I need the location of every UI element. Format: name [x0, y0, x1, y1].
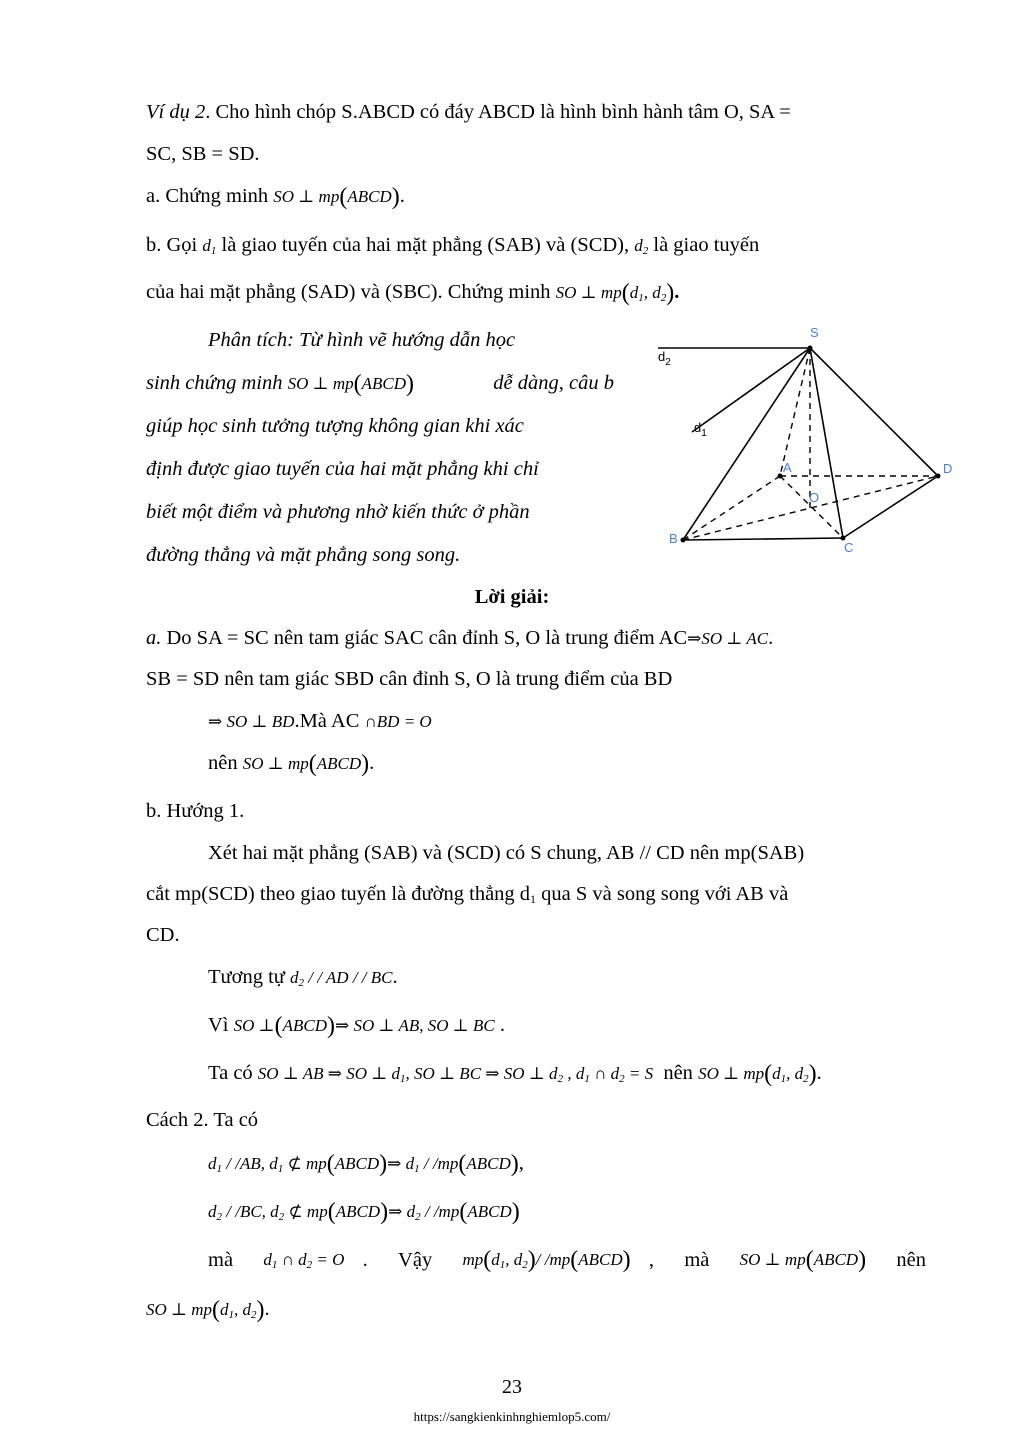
label-d1: d — [694, 420, 702, 435]
label-c: C — [844, 540, 854, 555]
solution-a-line-3: ⇒ SO ⊥ BD.Mà AC ∩BD = O — [208, 710, 432, 732]
b-paragraph-line-3: CD. — [146, 924, 180, 946]
edge-sb — [683, 348, 810, 540]
example-line-1: Ví dụ 2. Cho hình chóp S.ABCD có đáy ABCD là hình bình hành tâm O, SA = — [146, 101, 791, 123]
label-d: D — [943, 461, 953, 476]
b-paragraph-line-2: cắt mp(SCD) theo giao tuyến là đường thẳng $d_1$ qua S và song song với AB và — [146, 883, 789, 906]
page-number: 23 — [502, 1376, 522, 1398]
label-a: A — [783, 460, 792, 475]
part-b-line-2: của hai mặt phẳng (SAD) và (SBC). Chứng minh SO ⊥ $mp(d_1$, $d_2$). — [146, 280, 680, 306]
solution-b-heading: b. Hướng 1. — [146, 800, 245, 822]
example-label: Ví dụ 2 — [146, 101, 206, 123]
method-2-line-2: $d_2 / /BC$, $d_2$ ⊄ mp(ABCD)⇒ $d_2$ / /mp(ABCD) — [208, 1199, 520, 1225]
math-so-perp-abcd: SO ⊥ mp(ABCD) — [273, 184, 400, 210]
method-2-line-4: SO ⊥ $mp(d_1$, $d_2$). — [146, 1297, 270, 1323]
pyramid-figure — [648, 318, 970, 558]
label-o: O — [809, 490, 820, 505]
edge-cd — [843, 476, 938, 538]
line-d1 — [692, 348, 810, 432]
method-2-heading: Cách 2. Ta có — [146, 1109, 259, 1131]
example-line-2: SC, SB = SD. — [146, 143, 260, 165]
svg-text:d1: $d_1$ — [694, 420, 707, 439]
solution-a-line-2: SB = SD nên tam giác SBD cân đỉnh S, O là trung điểm của BD — [146, 668, 673, 690]
label-b: B — [669, 531, 678, 546]
label-d2: d — [658, 349, 666, 364]
edge-bc — [683, 538, 843, 540]
part-a-statement: a. Chứng minh SO ⊥ mp(ABCD). — [146, 184, 405, 210]
method-2-line-3: mà $d_1$ ∩ $d_2 = O$ . Vậy $mp(d_1$, $d_2)/$ /mp(ABCD) , mà SO ⊥ mp(ABCD) nên — [208, 1247, 926, 1273]
footer-url[interactable]: https://sangkienkinhnghiemlop5.com/ — [413, 1409, 611, 1424]
analysis-paragraph: Phân tích: Từ hình vẽ hướng dẫn học sinh chứng minh SO ⊥ mp(ABCD) dễ dàng, câu b giúp học sinh tưởng tượng không gian khi xác định được giao tuyến của hai mặt phẳng khi chỉ biết một điểm và phương nhờ kiến thức ở phần đường thẳng và mặt phẳng song song. — [146, 329, 614, 566]
because-line: Vì SO ⊥(ABCD)⇒ SO ⊥ AB, SO ⊥ BC . — [208, 1013, 505, 1039]
edge-ab — [683, 476, 780, 540]
similar-line: Tương tự $d_2$ / / AD / / BC. — [208, 966, 398, 989]
svg-text:d2: $d_2$ — [658, 349, 671, 368]
part-b-line-1: b. Gọi $d_1$ là giao tuyến của hai mặt phẳng (SAB) và (SCD), $d_2$ là giao tuyến — [146, 234, 760, 257]
method-2-line-1: $d_1 / /AB$, $d_1$ ⊄ mp(ABCD)⇒ $d_1$ / /mp(ABCD), — [208, 1151, 524, 1177]
solution-a-line-4: nên SO ⊥ mp(ABCD). — [208, 751, 375, 777]
b-paragraph-line-1: Xét hai mặt phẳng (SAB) và (SCD) có S chung, AB // CD nên mp(SAB) — [208, 842, 805, 864]
we-have-line: Ta có SO ⊥ AB ⇒ SO ⊥ $d_1$, SO ⊥ BC ⇒ SO ⊥ $d_2$ , $d_1$ ∩ $d_2 = S$ nên SO ⊥ $mp(d_1$, $d_2$). — [208, 1061, 822, 1087]
label-s: S — [810, 325, 819, 340]
pyramid-diagram — [648, 318, 970, 558]
solution-heading: Lời giải: — [474, 586, 550, 608]
edge-sa — [780, 348, 810, 476]
solution-a-line-1: a. Do SA = SC nên tam giác SAC cân đỉnh S, O là trung điểm AC⇒SO ⊥ AC. — [146, 627, 774, 649]
